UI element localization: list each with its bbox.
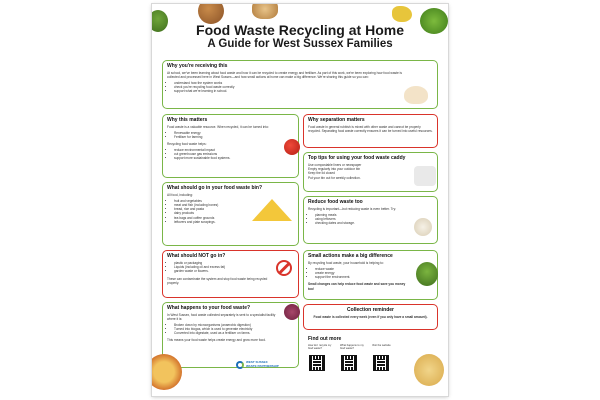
list-item: • Fertiliser for farming [174,135,294,139]
cookie-image [198,4,224,24]
why-receiving-box [162,60,438,109]
poster-title: Food Waste Recycling at Home [196,22,404,38]
qr-label: How do I recycle my food waste? [308,344,332,351]
partner-logo-icon [236,361,244,369]
what-not-text: • plastic or packaging • Liquids (including oil and excess fat) • garden waste or flowers. These can contaminate the system and stop food waste being recycled properly. [167,261,294,285]
why-separation-text: Food waste in general rubbish is mixed with other waste and cannot be properly recycled. Separating food waste correctly ensures it can be turned into useful resources. [308,125,433,134]
list-item: • garden waste or flowers. [174,269,294,273]
what-happens-box [162,302,299,368]
list-item: • bread, rice and pasta [174,207,294,211]
list-item: • reduce waste [315,267,433,271]
list-item: • Broken down by microorganisms (anaerobic digestion) [174,323,294,327]
list-item: • plastic or packaging [174,261,294,265]
reduce-text: Recycling is important—but reducing waste is even better. Try: • planning meals • using leftovers • checking dates and storage. [308,207,433,225]
list-item: • leftovers and plate scrapings. [174,220,294,224]
why-receiving-text: At school, we've been learning about food waste and how it can be recycled to create energy and fertiliser. As part of this work, we're been exploring how food waste is collected and processed here in West Sussex—and how small actions at home can make a big difference. We're sharing this guide so you can: • understand how the system works • check you're recycling food waste correctly • support what we're learning in school. [167,71,433,94]
list-item: • support the environment. [315,275,433,279]
collection-heading: Collection reminder [347,307,394,313]
list-item: • planning meals [315,213,433,217]
qr-code[interactable] [342,356,356,370]
what-in-text: All food, including: • fruit and vegetables • meat and fish (including bones) • bread, rice and pasta • dairy products • tea bags and coffee grounds • leftovers and plate scrapings. [167,193,294,224]
small-actions-heading: Small actions make a big difference [308,253,393,259]
qr-label: What happens to my food waste? [340,344,364,351]
what-not-heading: What should NOT go in? [167,253,226,259]
list-item: • checking dates and storage. [315,221,433,225]
garlic-image [414,218,432,236]
onion-image [284,304,300,320]
no-entry-icon [276,260,292,276]
broccoli-image [416,262,438,286]
why-separation-box [303,114,438,148]
tomato-image [284,139,300,155]
list-item: Put your bin out for weekly collection. [308,175,361,180]
list-item: • check you're recycling food waste correctly [174,85,433,89]
why-matters-heading: Why this matters [167,117,208,123]
list-item: • using leftovers [315,217,433,221]
cheese-image [252,199,292,221]
partner-logo [236,361,279,369]
list-item: • understand how the system works [174,81,433,85]
what-in-heading: What should go in your food waste bin? [167,185,262,191]
list-item: Use compostable liners or newspaper [308,163,362,167]
list-item: • support what we're learning in school. [174,89,433,93]
list-item: • Renewable energy [174,131,294,135]
list-item: Empty regularly into your outdoor bin [308,167,361,172]
list-item: Keep the lid closed [308,171,335,176]
list-item: • Converted into digestate, used as a fertiliser on farms. [174,331,294,335]
caddy-image [414,166,436,186]
why-matters-text: Food waste is a valuable resource. When recycled, it can be turned into: • Renewable energy • Fertiliser for farming Recycling food waste helps: • reduce environmental impact • cut greenhouse gas emissions • support more sustainable food systems. [167,125,294,160]
why-receiving-heading: Why you're receiving this [167,63,228,69]
qr-label: Visit the website [372,344,391,347]
list-item: • tea bags and coffee grounds [174,216,294,220]
collection-text: Food waste is collected every week (even if you only have a small amount). [313,315,428,319]
eggshell-image [404,86,428,104]
why-matters-box [162,114,299,178]
partner-line1: WEST SUSSEX [246,360,268,365]
list-item: • Liquids (including oil and excess fat) [174,265,294,269]
qr-code[interactable] [374,356,388,370]
top-tips-heading: Top tips for using your food waste caddy [308,155,406,161]
what-happens-text: In West Sussex, food waste collected separately is sent to a specialist facility where it is: • Broken down by microorganisms (anaerobic digestion) • Turned into biogas, which is used to generate electricity • Converted into digestate, used as a fertiliser on farms. This means your food waste helps create energy and grow more food. [167,313,294,342]
why-separation-heading: Why separation matters [308,117,365,123]
what-happens-heading: What happens to your food waste? [167,305,251,311]
find-out-heading: Find out more [308,336,342,342]
pasta-image [414,354,444,386]
reduce-heading: Reduce food waste too [308,199,363,205]
list-item: • dairy products [174,211,294,215]
collection-box [303,304,438,330]
pizza-image [152,354,182,390]
poster [152,4,448,396]
list-item: • meat and fish (including bones) [174,203,294,207]
find-out-section [308,336,428,386]
bread-image [252,4,278,19]
list-item: • create energy [315,271,433,275]
list-item: • support more sustainable food systems. [174,156,294,160]
list-item: • Turned into biogas, which is used to generate electricity [174,327,294,331]
banana-peel-image [392,6,412,22]
partner-line2: WASTE PARTNERSHIP [246,364,279,368]
list-item: • cut greenhouse gas emissions [174,152,294,156]
small-actions-text: By recycling food waste, your household is helping to: • reduce waste • create energy • support the environment. Small changes can help reduce food waste and save you money too! [308,261,433,291]
list-item: • fruit and vegetables [174,199,294,203]
poster-subtitle: A Guide for West Sussex Families [207,38,393,50]
qr-code[interactable] [310,356,324,370]
list-item: • reduce environmental impact [174,148,294,152]
